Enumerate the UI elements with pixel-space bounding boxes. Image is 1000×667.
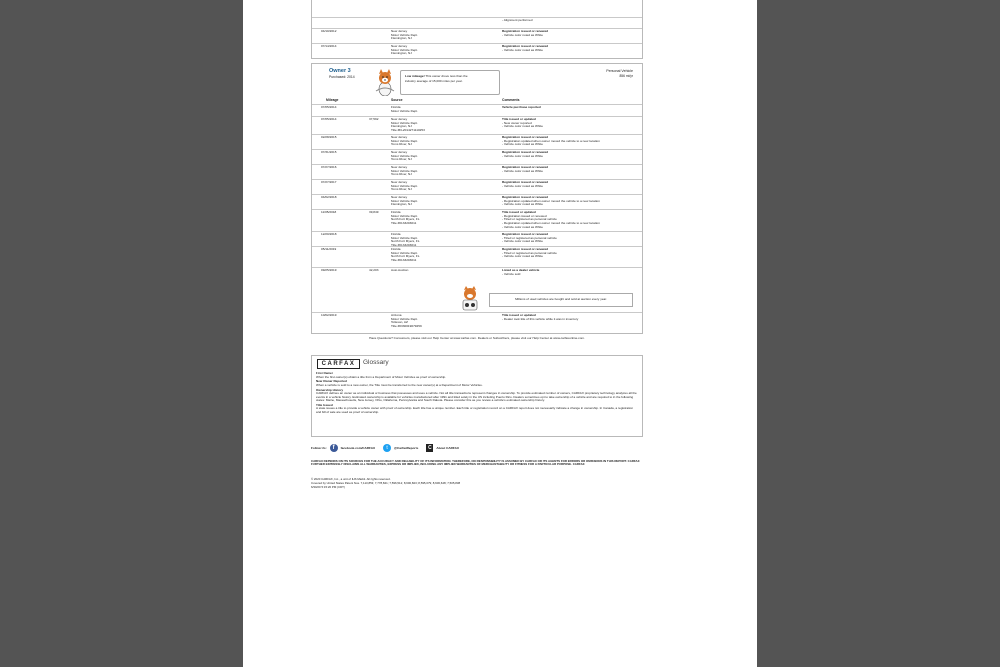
row-comment-line: - Registration updated when owner moved the vehicle to a new location (502, 198, 600, 203)
row-comment-line: - Dealer took title of this vehicle while it was in inventory (502, 316, 579, 321)
twitter-link[interactable]: @CarfaxReports (394, 446, 419, 450)
row-comments (502, 151, 548, 158)
table-row (312, 134, 642, 150)
follow-us-label: Follow Us: (311, 446, 327, 450)
row-source-line: Auto Auction (391, 268, 409, 272)
row-source-line: Motor Vehicle Dept. (391, 168, 418, 173)
glossary-definition: A state issues a title to provide a vehicle owner with proof of ownership. Each title has a unique number. Each title or registration record on a CARFAX report does not necessarily indicate a change in ownership. In Canada, a registration and bill of sale are used as proof of ownership. (316, 406, 634, 414)
miles-per-year: 856 mi/yr (619, 74, 633, 78)
facebook-icon[interactable]: f (330, 444, 338, 452)
row-source-line: Florida (391, 232, 401, 236)
row-comment-line: Vehicle purchase reported (502, 105, 541, 109)
glossary-term: First Owner (316, 371, 333, 375)
table-row (312, 43, 642, 58)
row-source-line: Motor Vehicle Dept. (391, 235, 418, 240)
glossary-section (311, 355, 643, 437)
row-source-line: Title #0133203011 (391, 258, 417, 263)
row-mileage: 39,849 (369, 210, 379, 214)
row-comments (502, 106, 541, 110)
row-source-line: Motor Vehicle Dept. (391, 47, 418, 52)
disclaimer: CARFAX DEPENDS ON ITS SOURCES FOR THE ACCURACY AND RELIABILITY OF ITS INFORMATION. THEREFORE, NO RESPONSIBILITY IS ASSUMED BY CARFAX OR ITS AGENTS FOR ERRORS OR OMISSIONS IN THIS REPORT. CARFAX FURTHER EXPRESSLY DISCLAIMS ALL WARRANTIES, EXPRESS OR IMPLIED, INCLUDING ANY IMPLIED WARRANTIES OF MERCHANTABILITY OR FITNESS FOR A PARTICULAR PURPOSE. CARFAX (311, 459, 640, 467)
row-comment-line: - Vehicle color noted as White (502, 183, 543, 188)
row-source-line: North Fort Myers, FL (391, 217, 420, 222)
row-comments (502, 314, 578, 321)
low-mileage-box (400, 70, 500, 95)
row-source-line: Toms River, NJ (391, 172, 412, 177)
row-source-line: Florida (391, 210, 401, 214)
table-row (312, 231, 642, 247)
about-carfax-link[interactable]: About CARFAX (436, 446, 459, 450)
row-source-line: Toms River, NJ (391, 187, 412, 192)
header-mileage: Mileage (326, 98, 339, 102)
table-row (312, 243, 642, 268)
row-source-line: Florida (391, 247, 401, 251)
row-date: 05/11/2019 (321, 247, 337, 251)
row-comment-line: - Titled or registered as personal vehicle (502, 217, 557, 222)
row-source-line: Motor Vehicle Dept. (391, 316, 418, 321)
row-comment-line: - Titled or registered as personal vehicle (502, 250, 557, 255)
row-source-line: Title #0133203011 (391, 221, 417, 226)
row-source-line: Flemington, NJ (391, 51, 412, 56)
glossary-entry (316, 380, 638, 387)
glossary-entry (316, 404, 638, 415)
row-source-line: North Fort Myers, FL (391, 254, 420, 259)
header-comments: Comments (502, 98, 520, 102)
row-comment-line: - Vehicle sold (502, 271, 521, 276)
row-comment-line: Registration issued or renewed (502, 44, 549, 48)
row-date: 12/20/2018 (321, 232, 337, 236)
row-source-line: Title #0133203011 (391, 243, 417, 248)
report-page (243, 0, 757, 667)
owner3-purchased: Purchased: 2014 (329, 75, 355, 79)
row-source (391, 151, 418, 162)
table-row (312, 28, 642, 44)
row-source (391, 314, 422, 329)
row-source-line: Title #0330019079259 (391, 324, 422, 329)
row-source-line: Title #FL2014271110253 (391, 128, 425, 133)
row-comment-line: - Vehicle color noted as White (502, 239, 543, 244)
glossary-term: Title Issued (316, 402, 333, 407)
row-date: 07/05/2014 (321, 105, 337, 109)
row-source (391, 166, 418, 177)
row-source-line: New Jersey (391, 117, 408, 121)
row-comment-line: Registration issued or renewed (502, 29, 549, 33)
low-mileage-text-1: This owner drove less than the (425, 74, 468, 78)
glossary-entry (316, 389, 638, 403)
row-comment-line: Registration issued or renewed (502, 180, 549, 184)
facebook-link[interactable]: facebook.com/CARFAX (340, 446, 376, 450)
row-comment-line: - Vehicle color noted as White (502, 47, 543, 52)
row-date: 07/31/2015 (321, 150, 337, 154)
twitter-icon[interactable]: t (383, 444, 391, 452)
row-source-line: Florida (391, 105, 401, 109)
copyright-3: 6/30/20 5:15:20 PM (CDT) (311, 485, 345, 489)
row-mileage: 42,203 (369, 268, 379, 272)
copyright-1: © 2020 CARFAX, Inc., a unit of IHS Markit. All rights reserved. (311, 477, 391, 481)
row-comment-line: Title issued or updated (502, 117, 536, 121)
row-comments (502, 248, 557, 259)
row-source-line: Motor Vehicle Dept. (391, 213, 418, 218)
row-source-line: North Fort Myers, FL (391, 239, 420, 244)
row-source-line: Motor Vehicle Dept. (391, 198, 418, 203)
row-source-line: Flemington, NJ (391, 124, 412, 129)
row-source-line: New Jersey (391, 195, 408, 199)
row-comment-line: - Vehicle color noted as White (502, 153, 543, 158)
glossary-title: Glossary (363, 359, 389, 366)
row-date: 09/25/2019 (321, 268, 337, 272)
header-source: Source (391, 98, 403, 102)
row-source (391, 181, 418, 192)
table-row (312, 164, 642, 180)
row-source-line: New Jersey (391, 44, 408, 48)
row-source-line: Motor Vehicle Dept. (391, 108, 418, 113)
row-comment-line: Registration issued or renewed (502, 195, 549, 199)
row-source-line: New Jersey (391, 150, 408, 154)
row-source-line: Flemington, NJ (391, 36, 412, 41)
row-source-line: Motor Vehicle Dept. (391, 183, 418, 188)
row-source-line: New Jersey (391, 180, 408, 184)
row-date: 07/05/2014 (321, 117, 337, 121)
carfax-logo: CARFAX (317, 359, 360, 369)
row-comments (502, 19, 532, 23)
glossary-term: New Owner Reported (316, 379, 347, 384)
row-comment-line: - Vehicle color noted as White (502, 32, 543, 37)
glossary-term: Ownership History (316, 387, 344, 392)
table-row (312, 312, 642, 333)
footer (311, 443, 641, 493)
owner3-title: Owner 3 (329, 68, 351, 74)
row-source-line: New Jersey (391, 165, 408, 169)
row-source (391, 30, 418, 41)
row-source-line: New Jersey (391, 135, 408, 139)
row-comment-line: - New owner reported (502, 120, 532, 125)
row-comments (502, 196, 600, 207)
auction-note: Millions of used vehicles are bought and sold at auction every year. (515, 297, 607, 301)
low-mileage-text-2: industry average of 15,000 miles per year. (405, 79, 463, 83)
glossary-definition: When a vehicle is sold to a new owner, the Title must be transferred to the new owner(s) at a Department of Motor Vehicles. (316, 382, 483, 387)
row-comment-line: - Vehicle color noted as White (502, 124, 543, 129)
row-comment-line: Registration issued or renewed (502, 232, 549, 236)
row-comments (502, 233, 557, 244)
carfox-mascot-icon (372, 69, 398, 96)
vehicle-type: Personal Vehicle (606, 69, 633, 73)
row-source-line: Flemington, NJ (391, 202, 412, 207)
row-comment-line: - Vehicle color noted as White (502, 202, 543, 207)
table-row (312, 179, 642, 195)
row-comment-line: - Alignment performed (502, 18, 533, 22)
row-source-line: New Jersey (391, 29, 408, 33)
row-source-line: Arizona (391, 313, 402, 317)
row-source-line: Motor Vehicle Dept. (391, 153, 418, 158)
row-date: 07/14/2014 (321, 44, 337, 48)
row-comment-line: - Vehicle color noted as White (502, 254, 543, 259)
row-comment-line: Registration issued or renewed (502, 150, 549, 154)
row-date: 04/10/2012 (321, 29, 337, 33)
table-row (312, 149, 642, 165)
row-source (391, 118, 425, 133)
row-comments (502, 166, 548, 173)
table-row (312, 194, 642, 210)
row-comments (502, 118, 543, 129)
row-mileage: 37,592 (369, 117, 379, 121)
row-comment-line: Registration issued or renewed (502, 165, 549, 169)
row-comment-line: Listed as a dealer vehicle (502, 268, 540, 272)
row-source (391, 106, 418, 113)
row-comment-line: - Registration updated when owner moved the vehicle to a new location (502, 138, 600, 143)
table-row (312, 116, 642, 135)
row-comments (502, 211, 600, 230)
table-row (312, 209, 642, 232)
owner3-section (311, 63, 643, 334)
row-source (391, 269, 408, 273)
row-comment-line: - Registration issued or renewed (502, 213, 547, 218)
row-source-line: Toms River, NJ (391, 157, 412, 162)
help-center-text: Have Questions? Consumers, please visit our Help Center at www.carfax.com. Dealers or Subscribers, please visit our Help Center at www.carfaxonline.com. (369, 336, 585, 340)
row-source-line: Motor Vehicle Dept. (391, 250, 418, 255)
row-source (391, 211, 420, 226)
row-comment-line: Title issued or updated (502, 313, 536, 317)
row-comment-line: - Vehicle color noted as White (502, 142, 543, 147)
glossary-entries (316, 372, 638, 416)
row-source-line: Toms River, NJ (391, 142, 412, 147)
row-comments (502, 30, 548, 37)
glossary-definition: CARFAX defines an owner as an individual or business that possesses and uses a vehicle. Not all title transactions represent changes in ownership. To provide estimated number of owners, CARFAX proprietary technology analyzes all the events in a vehicle history. Estimated ownership is available for vehicles manufactured after 1991 and titled solely in the US including Puerto Rico. Dealers sometimes opt to take ownership of a vehicle and are required to in the following states: Maine, Massachusetts, New Jersey, Ohio, Oklahoma, Pennsylvania and South Dakota. Please consider this as you review a vehicle's estimated ownership history. (316, 391, 637, 403)
copyright-2: Covered by United States Patent Nos. 7,113,853; 7,778,841; 7,596,512; 8,600,823; 8,595,079; 8,606,648; 7,505,838 (311, 481, 461, 485)
row-date: 10/02/2019 (321, 313, 337, 317)
row-date: 11/05/2018 (321, 210, 337, 214)
row-source (391, 136, 418, 147)
row-date: 02/28/2015 (321, 135, 337, 139)
carfax-small-icon[interactable]: C (428, 445, 432, 451)
low-mileage-label: Low mileage! (405, 74, 425, 78)
row-comment-line: - Vehicle color noted as White (502, 224, 543, 229)
row-comments (502, 45, 548, 52)
row-date: 07/27/2017 (321, 180, 337, 184)
row-comment-line: - Registration updated when owner moved the vehicle to a new location (502, 221, 600, 226)
auction-note-box (489, 293, 633, 307)
row-source (391, 248, 420, 263)
row-comment-line: Registration issued or renewed (502, 135, 549, 139)
row-source (391, 196, 418, 207)
row-source (391, 45, 418, 56)
row-comment-line: Title issued or updated (502, 210, 536, 214)
carfox-car-icon (458, 286, 482, 312)
row-date: 04/02/2018 (321, 195, 337, 199)
row-comments (502, 136, 600, 147)
row-comment-line: - Titled or registered as personal vehicle (502, 235, 557, 240)
row-source-line: Tolleson, AZ (391, 320, 408, 325)
row-source-line: Motor Vehicle Dept. (391, 32, 418, 37)
row-source-line: Motor Vehicle Dept. (391, 120, 418, 125)
row-date: 07/27/2016 (321, 165, 337, 169)
owner2-history-table (311, 0, 643, 59)
glossary-entry (316, 372, 638, 379)
row-comment-line: - Vehicle color noted as White (502, 168, 543, 173)
row-comments (502, 269, 539, 276)
row-comments (502, 181, 548, 188)
row-comment-line: Registration issued or renewed (502, 247, 549, 251)
glossary-definition: When the first owner(s) obtain a title from a Department of Motor Vehicles as proof of ownership. (316, 374, 447, 379)
row-source-line: Motor Vehicle Dept. (391, 138, 418, 143)
